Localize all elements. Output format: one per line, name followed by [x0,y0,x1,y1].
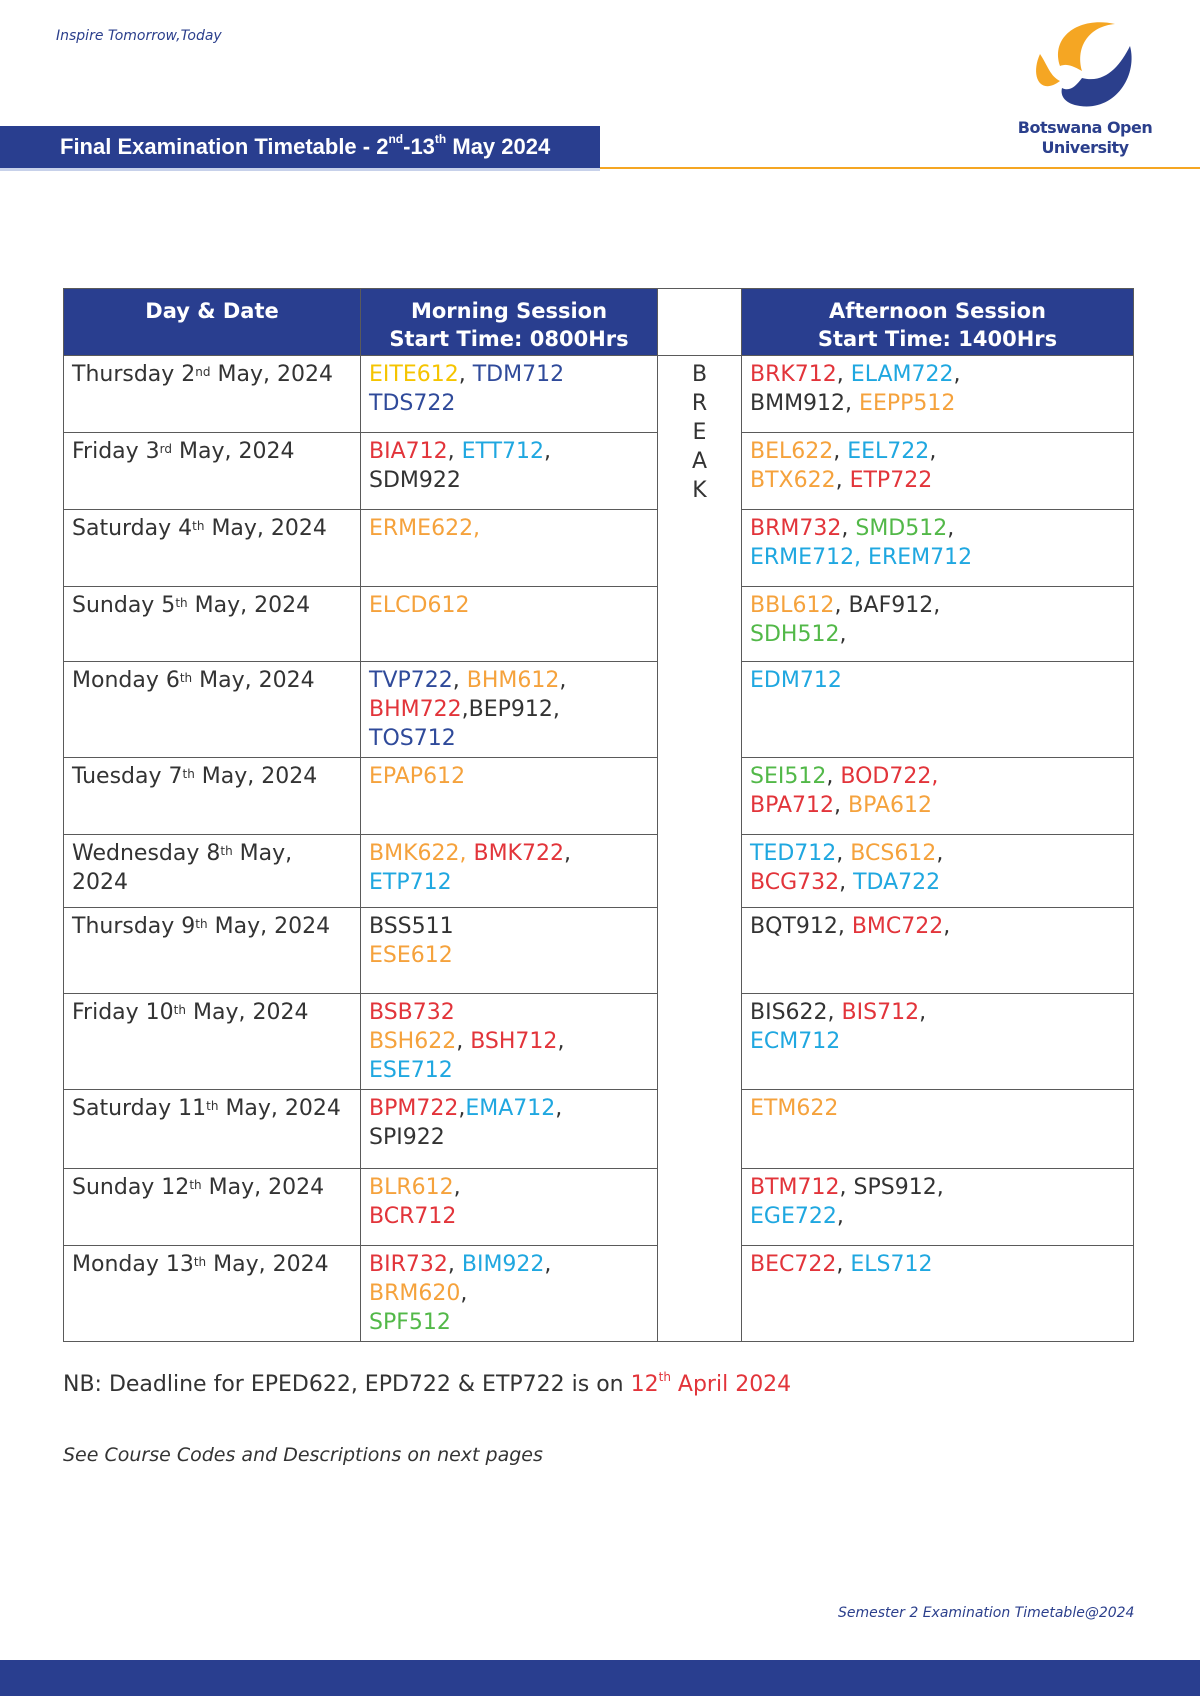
break-letter: A [691,449,708,474]
course-code: , [458,1096,466,1121]
col-header-afternoon: Afternoon Session Start Time: 1400Hrs [742,289,1134,356]
course-code: ESE612 [369,943,453,968]
course-code: ELCD612 [369,593,470,618]
course-code: , [836,362,851,387]
table-row [64,1169,1134,1246]
course-code: , [447,1252,462,1277]
course-code: BPM722 [369,1096,459,1121]
afternoon-session-cell [742,510,1134,587]
course-code: , [447,439,462,464]
tagline: Inspire Tomorrow,Today [56,28,222,44]
break-letter: K [692,478,707,503]
course-code: EPAP612 [369,764,466,789]
break-column [658,356,742,1342]
break-letter: R [691,391,708,416]
col-header-break [658,289,742,356]
course-code: BMK722 [473,841,564,866]
day-date-cell: Friday 3rd May, 2024 [64,433,361,510]
morning-session-cell [361,1090,658,1169]
course-code: BIA712 [369,439,448,464]
day-date-cell: Monday 13th May, 2024 [64,1246,361,1342]
course-code: ,BEP912, [461,697,560,722]
course-code: TOS712 [369,726,456,751]
course-code: SPI922 [369,1125,445,1150]
course-code: BQT912 [750,914,838,939]
day-date-cell: Saturday 4th May, 2024 [64,510,361,587]
course-code: BCR712 [369,1204,457,1229]
course-code: BSS511 [369,914,454,939]
course-code: ETP712 [369,870,452,895]
course-code: , [460,1281,468,1306]
see-more-note: See Course Codes and Descriptions on next pages [63,1444,543,1466]
morning-session-cell [361,356,658,433]
afternoon-session-cell [742,433,1134,510]
morning-session-cell [361,1169,658,1246]
footer-label: Semester 2 Examination Timetable@2024 [838,1605,1135,1621]
course-code: ELS712 [850,1252,933,1277]
morning-session-cell [361,1246,658,1342]
course-code: ETP722 [849,468,933,493]
course-code: , [837,914,852,939]
course-code: , [559,668,567,693]
day-date-cell: Monday 6th May, 2024 [64,662,361,758]
course-code: BSH712 [470,1029,558,1054]
course-code: EITE612 [369,362,459,387]
footer-bar [0,1660,1200,1696]
course-code: , [456,1029,471,1054]
course-code: ETT712 [461,439,545,464]
course-code: BRM620 [369,1281,461,1306]
course-code: , [936,841,944,866]
table-row [64,433,1134,510]
course-code: SEI512 [750,764,827,789]
day-date-cell: Tuesday 7th May, 2024 [64,758,361,835]
course-code: ERME712, EREM712 [750,545,973,570]
course-code: BEC722 [750,1252,837,1277]
course-code: BIR732 [369,1252,448,1277]
course-code: BMM912 [750,391,846,416]
course-code: , [836,1204,844,1229]
course-code: , [841,516,856,541]
course-code: BSH622 [369,1029,457,1054]
course-code: BRM732 [750,516,842,541]
header-divider [600,167,1200,169]
course-code: BAF912 [848,593,934,618]
course-code: BIS712 [841,1000,920,1025]
course-code: SDH512 [750,622,840,647]
course-code: TED712 [750,841,837,866]
course-code: BPA712 [750,793,834,818]
table-row [64,1246,1134,1342]
course-code: BOD722, [840,764,939,789]
course-code: , [458,362,473,387]
course-code: BLR612 [369,1175,454,1200]
course-code: TDS722 [369,391,456,416]
course-code: , [947,516,955,541]
course-code: , [943,914,951,939]
course-code: BMC722 [851,914,944,939]
day-date-cell: Thursday 2nd May, 2024 [64,356,361,433]
afternoon-session-cell [742,1090,1134,1169]
course-code: EEPP512 [859,391,956,416]
course-code: ELAM722 [850,362,954,387]
course-code: BRK712 [750,362,837,387]
course-code: BSB732 [369,1000,455,1025]
afternoon-session-cell [742,1246,1134,1342]
course-code: ERME622, [369,516,481,541]
course-code: , [833,439,848,464]
course-code: TVP722 [369,668,453,693]
morning-session-cell [361,994,658,1090]
course-code: , [544,1252,552,1277]
table-row [64,587,1134,662]
table-row [64,835,1134,908]
course-code: EDM712 [750,668,842,693]
day-date-cell: Thursday 9th May, 2024 [64,908,361,994]
course-code: , [555,1096,563,1121]
table-row [64,356,1134,433]
course-code: , [836,841,851,866]
break-letter: E [692,420,707,445]
course-code: BHM722 [369,697,462,722]
morning-session-cell [361,587,658,662]
col-header-day: Day & Date [64,289,361,356]
afternoon-session-cell [742,587,1134,662]
course-code: BCG732 [750,870,840,895]
course-code: , [839,1175,854,1200]
course-code: TDA722 [853,870,941,895]
course-code: , [845,391,860,416]
course-code: , [453,1175,461,1200]
course-code: SDM922 [369,468,461,493]
day-date-cell: Friday 10th May, 2024 [64,994,361,1090]
afternoon-session-cell [742,835,1134,908]
page-title: Final Examination Timetable - 2nd-13th May 2024 [60,132,551,159]
course-code: BHM612 [466,668,560,693]
day-date-cell: Wednesday 8th May, 2024 [64,835,361,908]
afternoon-session-cell [742,908,1134,994]
course-code: , [953,362,961,387]
course-code: , [835,468,850,493]
course-code: , [929,439,937,464]
morning-session-cell [361,662,658,758]
course-code: BTM712 [750,1175,840,1200]
course-code: , [839,870,854,895]
course-code: EMA712 [465,1096,556,1121]
course-code: , [826,764,841,789]
table-row [64,1090,1134,1169]
course-code: BIS622 [750,1000,828,1025]
course-code: , [839,622,847,647]
course-code: , [563,841,571,866]
course-code: , [452,668,467,693]
break-letter: B [691,362,708,387]
course-code: SPF512 [369,1310,451,1335]
course-code: EEL722 [847,439,930,464]
table-row [64,994,1134,1090]
course-code: ESE712 [369,1058,453,1083]
course-code: SMD512 [855,516,948,541]
course-code: , [544,439,552,464]
morning-session-cell [361,758,658,835]
course-code: BPA612 [848,793,932,818]
title-banner [0,126,600,168]
course-code: , [827,1000,842,1025]
course-code: BBL612 [750,593,835,618]
course-code: , [936,1175,944,1200]
course-code: BMK622, [369,841,474,866]
university-name: Botswana Open University [1017,118,1153,157]
course-code: EGE722 [750,1204,837,1229]
afternoon-session-cell [742,1169,1134,1246]
morning-session-cell [361,908,658,994]
course-code: , [834,793,848,818]
afternoon-session-cell [742,758,1134,835]
course-code: TDM712 [472,362,565,387]
day-date-cell: Saturday 11th May, 2024 [64,1090,361,1169]
morning-session-cell [361,433,658,510]
deadline-note: NB: Deadline for EPED622, EPD722 & ETP722 is on 12th April 2024 [63,1370,792,1397]
course-code: BIM922 [461,1252,545,1277]
course-code: , [834,593,849,618]
course-code: , [836,1252,851,1277]
afternoon-session-cell [742,662,1134,758]
afternoon-session-cell [742,356,1134,433]
table-row [64,758,1134,835]
day-date-cell: Sunday 12th May, 2024 [64,1169,361,1246]
course-code: BCS612 [850,841,937,866]
exam-timetable [63,288,1134,1342]
table-row [64,908,1134,994]
table-row [64,510,1134,587]
afternoon-session-cell [742,994,1134,1090]
course-code: BEL622 [750,439,834,464]
morning-session-cell [361,510,658,587]
course-code: ECM712 [750,1029,841,1054]
col-header-morning: Morning Session Start Time: 0800Hrs [361,289,658,356]
course-code: , [557,1029,565,1054]
course-code: BTX622 [750,468,836,493]
course-code: , [919,1000,927,1025]
course-code: ETM622 [750,1096,839,1121]
table-row [64,662,1134,758]
morning-session-cell [361,835,658,908]
course-code: SPS912 [853,1175,937,1200]
day-date-cell: Sunday 5th May, 2024 [64,587,361,662]
course-code: , [933,593,941,618]
